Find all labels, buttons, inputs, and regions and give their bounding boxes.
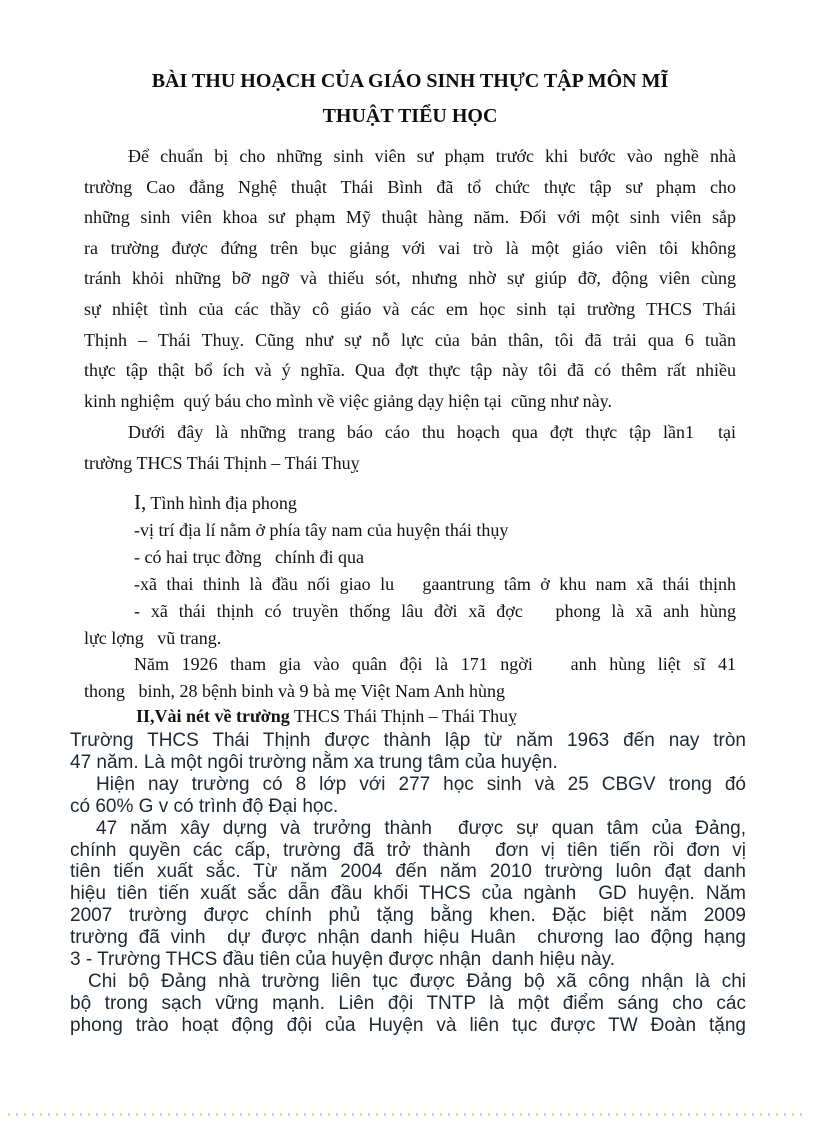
text-line: Để chuẩn bị cho những sinh viên sư phạm trước khi bước vào nghề nhà: [128, 146, 736, 166]
text-line: ra trường được đứng trên bục giảng với vai trò là một giáo viên tôi không: [84, 237, 736, 258]
document-title: [84, 64, 736, 134]
text-line: trường Cao đẳng Nghệ thuật Thái Bình đã tổ chức thực tập sư phạm cho: [84, 176, 736, 197]
section-1-numeral: I,: [134, 490, 147, 514]
intro-paragraph: [84, 141, 736, 416]
section-2-heading-bold: II,Vài nét về trường: [136, 706, 290, 726]
text-line: Trường THCS Thái Thịnh được thành lập từ năm 1963 đến nay tròn: [70, 730, 746, 751]
text-line: tránh khỏi những bỡ ngỡ và thiếu sót, nhưng nhờ sự giúp đỡ, động viên cùng: [84, 268, 736, 289]
title-line: BÀI THU HOẠCH CỦA GIÁO SINH THỰC TẬP MÔN MĨ: [151, 70, 669, 92]
text-line: 47 năm xây dựng và trưởng thành được sự quan tâm của Đảng,: [96, 817, 746, 839]
text-line: có 60% G v có trình độ Đại học.: [70, 795, 339, 817]
list-item: -xã thai thinh là đầu nối giao lu gaantrung tâm ở khu nam xã thái thịnh: [134, 573, 736, 594]
text-line: Chi bộ Đảng nhà trường liên tục được Đảng bộ xã công nhận là chi: [88, 970, 746, 992]
list-item: Năm 1926 tham gia vào quân đội là 171 ngời anh hùng liệt sĩ 41: [134, 654, 736, 675]
page-border-dotted-line: [8, 1113, 808, 1116]
text-line: Hiện nay trường có 8 lớp với 277 học sinh và 25 CBGV trong đó: [96, 773, 746, 795]
text-line: hiệu tiên tiến xuất sắc dẫn đầu khối THCS của ngành GD huyện. Năm: [70, 883, 746, 905]
text-line: 2007 trường được chính phủ tặng bằng khen. Đặc biệt năm 2009: [70, 905, 746, 927]
text-line: những sinh viên khoa sư phạm Mỹ thuật hàng năm. Đối với một sinh viên sắp: [84, 207, 736, 228]
list-item: - xã thái thịnh có truyền thống lâu đời xã đợc phong là xã anh hùng: [134, 600, 736, 621]
text-line: tiên tiến xuất sắc. Từ năm 2004 đến năm 2010 trường luôn đạt danh: [70, 861, 746, 883]
text-line: kinh nghiệm quý báu cho mình về việc giảng dạy hiện tại cũng như này.: [84, 390, 612, 411]
text-line: 3 - Trường THCS đầu tiên của huyện được nhận danh hiệu này.: [70, 949, 616, 971]
list-item-continuation: lực lợng vũ trang.: [84, 627, 222, 648]
section-2-school-description: [70, 730, 746, 1037]
list-item: - có hai trục đờng chính đi qua: [134, 546, 364, 567]
list-item: -vị trí địa lí nằm ở phía tây nam của huyện thái thụy: [134, 519, 509, 540]
text-line: trường đã vinh dự được nhận danh hiệu Huân chương lao động hạng: [70, 927, 746, 949]
text-line: bộ trong sạch vững mạnh. Liên đội TNTP là một điểm sáng cho các: [70, 992, 746, 1014]
text-line: thực tập thật bổ ích và ý nghĩa. Qua đợt thực tập này tôi đã có thêm rất nhiều: [84, 360, 736, 381]
title-line: THUẬT TIỂU HỌC: [322, 105, 498, 127]
text-line: 47 năm. Là một ngôi trường nằm xa trung tâm của huyện.: [70, 751, 558, 773]
section-1-heading: [84, 489, 736, 517]
report-note-paragraph: [84, 417, 736, 478]
text-line: sự nhiệt tình của các thầy cô giáo và các em học sinh tại trường THCS Thái: [84, 298, 736, 319]
section-2-heading: [84, 703, 736, 730]
text-line: chính quyền các cấp, trường đã trở thành đơn vị tiên tiến rồi đơn vị: [70, 839, 746, 861]
section-1-local-situation: [84, 489, 736, 705]
text-line: trường THCS Thái Thịnh – Thái Thuỵ: [84, 452, 360, 473]
text-line: phong trào hoạt động đội của Huyện và liên tục được TW Đoàn tặng: [70, 1014, 746, 1036]
section-2-heading-rest: THCS Thái Thịnh – Thái Thuỵ: [289, 706, 518, 726]
text-line: Dưới đây là những trang báo cáo thu hoạch qua đợt thực tập lần1 tại: [128, 422, 736, 442]
list-item-continuation: thong binh, 28 bệnh binh và 9 bà mẹ Việt Nam Anh hùng: [84, 681, 506, 702]
text-line: Thịnh – Thái Thuỵ. Cũng như sự nỗ lực của bản thân, tôi đã trải qua 6 tuần: [84, 329, 736, 350]
section-1-heading-text: Tình hình địa phong: [146, 493, 297, 513]
